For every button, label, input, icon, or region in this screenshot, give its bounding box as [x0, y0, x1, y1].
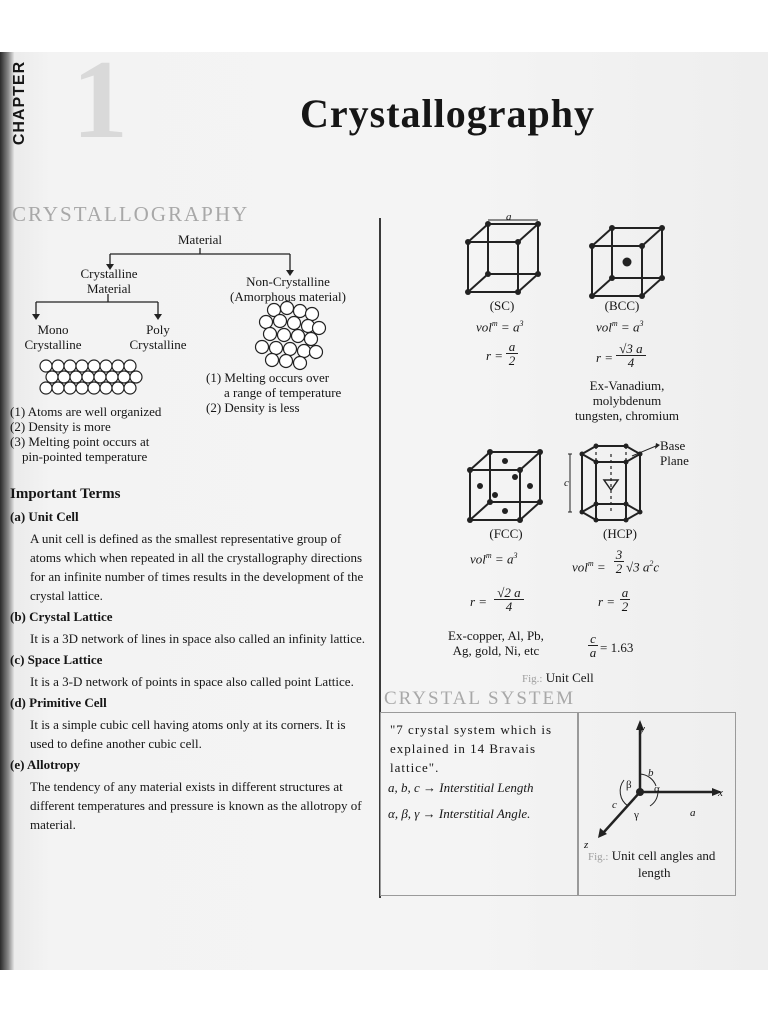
crystalline-atom	[124, 382, 136, 394]
bcc-examples: Ex-Vanadium, molybdenum tungsten, chromium	[575, 378, 679, 423]
crystalline-atom	[82, 371, 94, 383]
fcc-radius-fraction: √2 a 4	[494, 586, 524, 613]
crystalline-atom	[70, 371, 82, 383]
amorphous-atom	[294, 305, 307, 318]
amorphous-atom	[298, 345, 311, 358]
important-terms-heading: Important Terms	[10, 486, 121, 502]
crystalline-atom	[130, 371, 142, 383]
crystalline-atom	[88, 360, 100, 372]
crystal-system-quote: "7 crystal system which is explained in 14 Bravais lattice".	[390, 722, 553, 775]
tree-crystalline: Crystalline Material	[80, 266, 138, 296]
bcc-volume: $vol^m = a^3$	[596, 319, 644, 335]
amorphous-atom	[294, 357, 307, 370]
amorphous-atom	[280, 355, 293, 368]
crystalline-atom	[124, 360, 136, 372]
angle-label-gamma: γ	[634, 809, 639, 821]
hcp-unit-cell-diagram	[560, 440, 740, 530]
hcp-volume: vol$^m$ =	[572, 559, 606, 575]
hcp-radius: r =	[598, 594, 616, 609]
chapter-title: Crystallography	[300, 91, 595, 136]
hcp-edge-label: c	[564, 477, 569, 489]
amorphous-atom	[260, 316, 273, 329]
fcc-label: (FCC)	[489, 526, 523, 541]
sc-volume: $vol^m = a^3$	[476, 319, 524, 335]
crystalline-atom	[64, 360, 76, 372]
unit-cell-caption: Fig.: Unit Cell	[522, 670, 594, 685]
crystalline-atom	[40, 382, 52, 394]
hcp-base-plane-label: Base Plane	[660, 438, 689, 468]
hcp-label: (HCP)	[603, 526, 637, 541]
amorphous-atom	[264, 328, 277, 341]
amorphous-atom	[274, 315, 287, 328]
amorphous-atom	[278, 329, 291, 342]
crystalline-atom	[88, 382, 100, 394]
crystalline-atom	[106, 371, 118, 383]
axis-label-x: x	[718, 787, 723, 799]
bcc-unit-cell-diagram	[586, 222, 670, 302]
tree-poly-crystalline: Poly Crystalline	[129, 322, 187, 352]
angle-label-alpha: α	[654, 783, 660, 795]
hcp-ratio-fraction: c a	[589, 631, 597, 660]
fcc-volume: $vol^m = a^3$	[470, 551, 518, 567]
hcp-ratio-value: = 1.63	[600, 640, 634, 655]
amorphous-atom	[256, 341, 269, 354]
term-crystal-lattice: (b) Crystal Lattice It is a 3D network of lines in space also called an infinity lattice.	[10, 609, 366, 646]
tree-mono-crystalline: Mono Crystalline	[24, 322, 82, 352]
amorphous-atom	[270, 342, 283, 355]
edge-label-c: c	[612, 799, 617, 811]
amorphous-notes: (1) Melting occurs over a range of temperature (2) Density is less	[206, 370, 342, 415]
amorphous-atom	[310, 346, 323, 359]
crystalline-atom	[52, 360, 64, 372]
amorphous-atom	[266, 354, 279, 367]
amorphous-atom	[306, 308, 319, 321]
fcc-unit-cell-diagram	[464, 446, 548, 526]
axis-label-z: z	[584, 839, 589, 851]
crystalline-atom	[112, 382, 124, 394]
axes-figure-caption: Fig.: Unit cell angles and length	[588, 848, 716, 880]
crystalline-atom	[64, 382, 76, 394]
crystalline-atom	[40, 360, 52, 372]
crystalline-atom	[76, 382, 88, 394]
sc-radius-fraction: a 2	[506, 340, 518, 367]
amorphous-atom	[288, 317, 301, 330]
amorphous-atom	[305, 333, 318, 346]
lengths-line: a, b, c → Interstitial Length	[388, 780, 534, 795]
section-heading-crystal-system: CRYSTAL SYSTEM	[384, 688, 576, 709]
sc-label: (SC)	[489, 298, 515, 313]
angle-label-beta: β	[626, 779, 632, 791]
crystalline-atom	[100, 382, 112, 394]
crystalline-atom	[112, 360, 124, 372]
amorphous-atom	[284, 343, 297, 356]
edge-label-a: a	[690, 807, 696, 819]
section-heading-crystallography: CRYSTALLOGRAPHY	[12, 202, 250, 226]
angles-line: α, β, γ → Interstitial Angle.	[388, 806, 531, 821]
crystalline-atom	[46, 371, 58, 383]
bcc-radius: r =	[596, 350, 614, 365]
crystalline-atom	[94, 371, 106, 383]
hcp-volume-tail: √3 $a^2c$	[626, 559, 660, 575]
bcc-radius-fraction: √3 a 4	[616, 342, 646, 369]
crystalline-atom	[118, 371, 130, 383]
fcc-radius: r =	[470, 594, 488, 609]
amorphous-atom	[313, 322, 326, 335]
chapter-label: CHAPTER	[11, 60, 28, 146]
hcp-volume-fraction: 3 2	[615, 547, 623, 576]
sc-edge-label: a	[506, 211, 512, 223]
term-allotropy: (e) Allotropy The tendency of any material exists in different structures at different temperatures and pressure is known as the allotropy of material.	[10, 757, 362, 832]
chapter-number: 1	[72, 38, 128, 162]
term-unit-cell: (a) Unit Cell A unit cell is defined as the smallest representative group of atoms which when repeated in all the crystallography directions for an infinite number of times results in the development of the crystal lattice.	[10, 509, 364, 603]
tree-noncrystalline: Non-Crystalline (Amorphous material)	[230, 274, 346, 304]
crystalline-atom	[76, 360, 88, 372]
crystalline-notes: (1) Atoms are well organized (2) Density is more (3) Melting point occurs at pin-pointed temperature	[10, 404, 162, 464]
crystalline-atom	[58, 371, 70, 383]
hcp-radius-fraction: a 2	[621, 585, 629, 614]
term-space-lattice: (c) Space Lattice It is a 3-D network of points in space also called point Lattice.	[10, 652, 354, 689]
crystalline-atom	[100, 360, 112, 372]
fcc-examples: Ex-copper, Al, Pb, Ag, gold, Ni, etc	[448, 628, 544, 658]
amorphous-atom	[292, 330, 305, 343]
term-primitive-cell: (d) Primitive Cell It is a simple cubic cell having atoms only at its corners. It is used to define another cubic cell.	[10, 695, 346, 751]
bcc-label: (BCC)	[604, 298, 640, 313]
axis-label-y: y	[640, 723, 645, 735]
important-terms	[10, 486, 366, 834]
edge-label-b: b	[648, 767, 654, 779]
tree-root-material: Material	[178, 232, 223, 247]
crystalline-atom	[52, 382, 64, 394]
sc-radius: r =	[486, 348, 504, 363]
